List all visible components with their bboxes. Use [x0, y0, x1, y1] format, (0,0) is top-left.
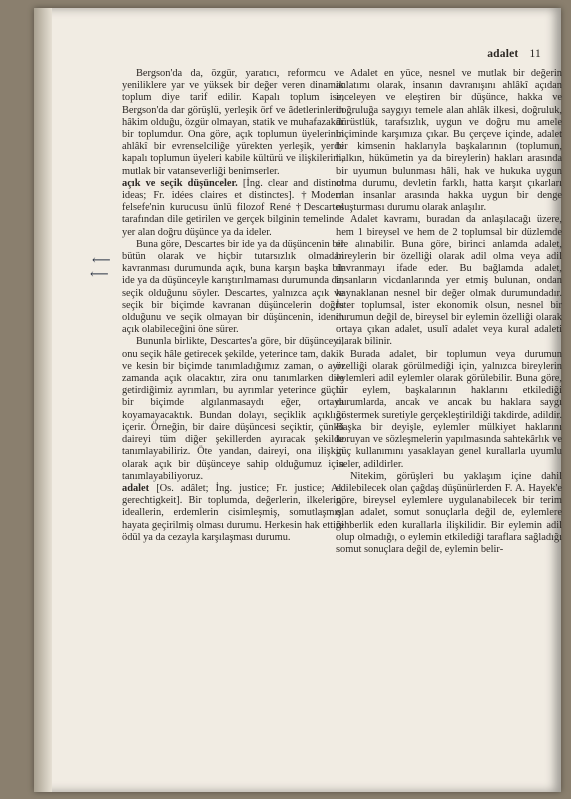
paragraph: Adalet kavramı, buradan da anlaşılacağı üzere, hem 1 bireysel ve hem de 2 toplumsal bir düzlemde ele alınabilir. Buna göre, birinci anlamda adalet, bireylerin bir özelliği olarak adil olma veya adil davranmayı ifade eder. Bu bağlamda adalet, insanların vicdanlarında yer etmiş bulunan, ondan kaynaklanan nesnel bir değer olmak durumundadır. İster toplumsal, ister ekonomik olsun, nesnel bir durumun değil de, bireysel bir eylemin özelliği olarak ortaya çıkan adalet, usulî adalet veya kural adaleti olarak bilinir.	[336, 214, 562, 348]
book-page	[34, 8, 561, 792]
paragraph: Nitekim, görüşleri bu yaklaşım içine dahil edilebilecek olan çağdaş düşünürlerden F. A. Hayek'e göre, bireysel eylemlere uygulanabilecek bir terim olan adalet, somut sonuçlarla değil de, eylemlere rehberlik eden kurallarla ilişkilidir. Bir eylemin adil olup olmadığı, o eylemin etkilediği taraflara sağladığı somut sonuçlara değil de, eylemin belir-	[336, 470, 562, 555]
paragraph: Bununla birlikte, Descartes'a göre, bir düşünceyi, onu seçik hâle getirecek şekilde, yeterince tam, dakik ve kesin bir biçimde tanımladığımız zaman, o ayrı zamanda açık olacaktır, zira onu tanımlarken dile getirdiğimiz ayrımları, bu ayrımlar yeterince güçlü bir biçimde algılanmasaydı eğer, ortaya koyamayacaktık. Bundan dolayı, seçiklik açıklığı içerir. Örneğin, bir daire düşüncesi seçiktir, çünkü daireyi tüm diğer şekillerden ayıracak şekilde tanımlayabiliriz. Öte yandan, daireyi, ona ilişkin olarak açık bir düşünceye sahip olduğumuz için tanımlayabiliyoruz.	[122, 336, 344, 482]
paragraph: Burada adalet, bir toplumun veya durumun özelliği olarak görülmediği için, yalnızca bireylerin eylemleri adil eylemler olarak görülebilir. Buna göre, bir eylem, başkalarının haklarını etkilediği durumlarda, ancak ve ancak bu haklara saygı göstermek suretiyle gerçekleştirildiği takdirde, adildir. Başka bir deyişle, eylemler mülkiyet haklarını koruyan ve sözleşmelerin yapılmasında sahtekârlık ve güç kullanımını yasaklayan genel kurallarla uyumlu iseler, adildirler.	[336, 348, 562, 470]
header-word: adalet	[487, 48, 519, 60]
pen-arrow-mark: ⟵	[92, 252, 111, 267]
pen-arrow-mark: ⟵	[90, 266, 109, 281]
paragraph: Adalet en yüce, nesnel ve mutlak bir değerin anlatımı olarak, insanın davranışını ahlâkî açıdan inceleyen ve eleştiren bir düşünce, hakka ve doğruluğa saygıyı temele alan ahlâk ilkesi, doğruluk, dürüstlük, tarafsızlık, uygun ve doğru mu amele biçiminde karşımıza çıkar. Bu çerçeve içinde, adalet bir kimsenin haklarıyla başkalarının (toplumun, halkın, hükümetin ya da bireylerin) hakları arasında bir uyumun bulunması hâli, hak ve hukuka uygun olma durumu, devletin farklı, hatta karşıt çıkarları olan insanlar arasında hakka uygun bir denge oluşturması durumu olarak anlaşılır.	[336, 68, 562, 214]
entry-term: adalet	[122, 482, 150, 494]
paragraph: Buna göre, Descartes bir ide ya da düşüncenin bir bütün olarak ve hiçbir tutarsızlık olmadan kavranması durumunda açık, buna karşın başka bir ide ya da düşünceyle karıştırılmaması durumunda da, seçik olduğunu söyler. Descartes, yalnızca açık ve seçik bir biçimde kavranan düşüncelerin doğru olduğunu ve seçik olmayan bir düşüncenin, idenin açık olabileceğini öne sürer.	[122, 238, 344, 336]
paragraph: Bergson'da da, özgür, yaratıcı, reformcu ve yeniliklere yar ve yüksek bir değer veren dinamik toplum diye tarif edilir. Kapalı toplum ise, Bergson'da dar görüşlü, yerleşik örf ve âdetlerinlerin hâkim olduğu, özgür olmayan, statik ve muhafazakâr bir toplumdur. Ona göre, açık toplumun üyelerinin ahlâkî bir evrenselciliğe yürekten yerleşik, yerde kapalı toplumun üyeleri kabile kültürü ve ilişkilerini, mutlak bir vatanseverliği benimserler.	[122, 68, 344, 177]
book-spine-shadow	[34, 8, 52, 792]
entry-definition: [Os. adâlet; İng. justice; Fr. justice; Al. gerechtigkeit]. Bir toplumda, değerlerin, ilkelerin, ideallerin, erdemlerin cisimleşmiş, somutlaşmış, hayata geçirilmiş olması durumu. Herkesin hak ettiği ödül ya da cezayla karşılaşması durumu.	[122, 482, 344, 543]
right-column	[336, 68, 562, 556]
entry-term: açık ve seçik düşünceler.	[122, 177, 238, 189]
running-header	[487, 48, 541, 60]
page-number: 11	[529, 48, 541, 60]
dictionary-entry	[122, 178, 344, 239]
dictionary-entry	[122, 483, 344, 544]
entry-definition: [İng. clear and distinct ideas; Fr. idées claires et distinctes]. †Modern felsefe'nin kurucusu ünlü filozof René †Descartes tarafından dile getirilen ve gerçek bilginin temelinde yer alan doğru düşünce ya da ideler.	[122, 177, 344, 238]
left-column	[122, 68, 344, 544]
